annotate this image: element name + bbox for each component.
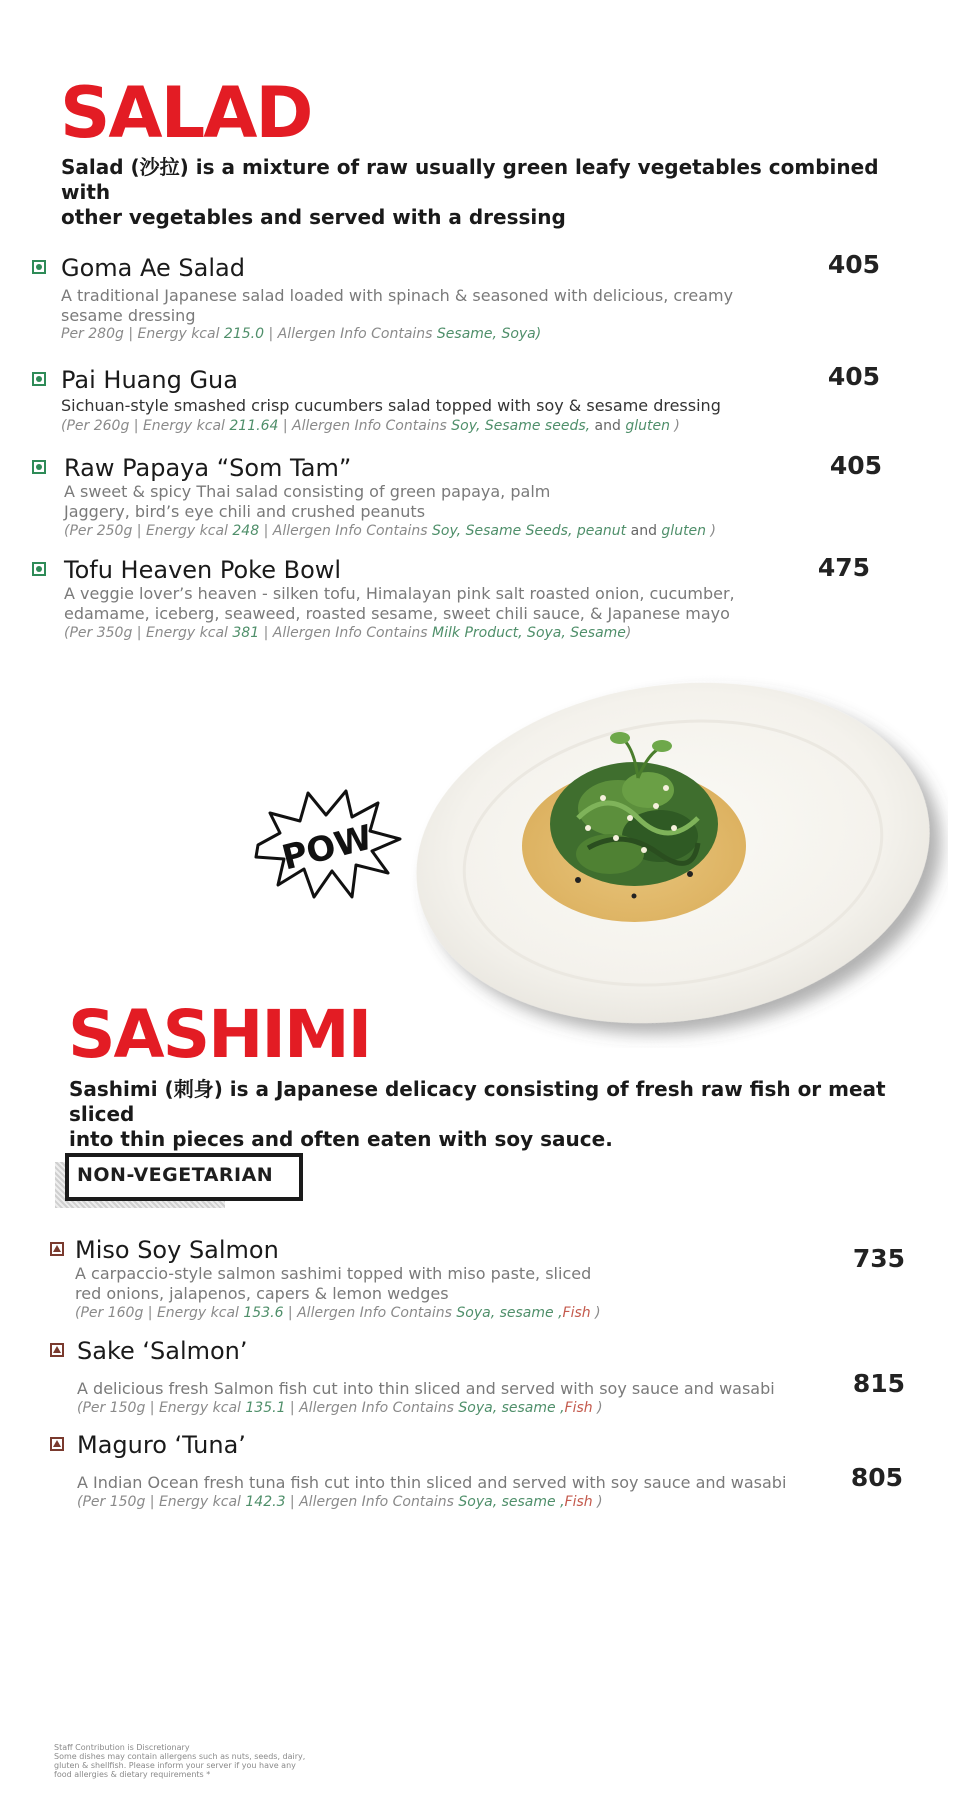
item-nutrition-info: (Per 160g | Energy kcal 153.6 | Allergen Info Contains Soya, sesame ,Fish ) bbox=[75, 1305, 601, 1321]
item-nutrition-info: (Per 150g | Energy kcal 135.1 | Allergen Info Contains Soya, sesame ,Fish ) bbox=[77, 1400, 603, 1416]
non-veg-indicator-icon bbox=[50, 1437, 64, 1451]
item-description-line: A veggie lover’s heaven - silken tofu, Himalayan pink salt roasted onion, cucumber, bbox=[64, 584, 735, 603]
footer-line: Staff Contribution is Discretionary bbox=[54, 1743, 190, 1752]
item-name: Raw Papaya “Som Tam” bbox=[64, 454, 352, 482]
item-description bbox=[61, 286, 801, 326]
veg-indicator-icon bbox=[32, 562, 46, 576]
item-name: Maguro ‘Tuna’ bbox=[77, 1431, 246, 1459]
veg-indicator-icon bbox=[32, 372, 46, 386]
item-price: 735 bbox=[852, 1244, 905, 1273]
footer-note bbox=[54, 1743, 384, 1779]
sashimi-intro bbox=[69, 1077, 949, 1152]
item-nutrition-info: (Per 150g | Energy kcal 142.3 | Allergen Info Contains Soya, sesame ,Fish ) bbox=[77, 1494, 603, 1510]
salad-intro-line: other vegetables and served with a dressing bbox=[61, 205, 566, 229]
item-description-line: A sweet & spicy Thai salad consisting of green papaya, palm bbox=[64, 482, 551, 501]
item-description: Sichuan-style smashed crisp cucumbers salad topped with soy & sesame dressing bbox=[61, 396, 721, 415]
salad-intro bbox=[61, 155, 921, 230]
non-veg-indicator-icon bbox=[50, 1343, 64, 1357]
sashimi-heading: SASHIMI bbox=[68, 996, 371, 1073]
item-description-line: A carpaccio-style salmon sashimi topped with miso paste, sliced bbox=[75, 1264, 592, 1283]
item-nutrition-info: (Per 350g | Energy kcal 381 | Allergen Info Contains Milk Product, Soya, Sesame) bbox=[64, 625, 632, 641]
item-description: A delicious fresh Salmon fish cut into thin sliced and served with soy sauce and wasabi bbox=[77, 1379, 775, 1398]
item-price: 475 bbox=[817, 553, 870, 582]
item-description bbox=[75, 1264, 815, 1304]
item-description-line: edamame, iceberg, seaweed, roasted sesame, sweet chili sauce, & Japanese mayo bbox=[64, 604, 730, 623]
item-price: 405 bbox=[827, 362, 880, 391]
item-description-line: red onions, jalapenos, capers & lemon wedges bbox=[75, 1284, 449, 1303]
item-description bbox=[64, 482, 804, 522]
veg-indicator-icon bbox=[32, 260, 46, 274]
item-description: A Indian Ocean fresh tuna fish cut into thin sliced and served with soy sauce and wasabi bbox=[77, 1473, 787, 1492]
item-description-line: Jaggery, bird’s eye chili and crushed peanuts bbox=[64, 502, 426, 521]
item-name: Sake ‘Salmon’ bbox=[77, 1337, 248, 1365]
salad-plate-image bbox=[398, 668, 948, 1048]
item-name: Goma Ae Salad bbox=[61, 254, 245, 282]
sashimi-intro-line: into thin pieces and often eaten with soy sauce. bbox=[69, 1127, 613, 1151]
item-name: Pai Huang Gua bbox=[61, 366, 238, 394]
item-price: 405 bbox=[827, 250, 880, 279]
sashimi-intro-line: Sashimi (刺身) is a Japanese delicacy consisting of fresh raw fish or meat sliced bbox=[69, 1077, 886, 1126]
item-nutrition-info: Per 280g | Energy kcal 215.0 | Allergen Info Contains Sesame, Soya) bbox=[61, 326, 542, 342]
item-nutrition-info: (Per 250g | Energy kcal 248 | Allergen Info Contains Soy, Sesame Seeds, peanut and gluten ) bbox=[64, 523, 716, 539]
item-price: 805 bbox=[850, 1463, 903, 1492]
non-vegetarian-badge: NON-VEGETARIAN bbox=[65, 1153, 303, 1201]
pow-text: POW bbox=[278, 817, 377, 879]
footer-line: food allergies & dietary requirements * bbox=[54, 1770, 211, 1779]
item-name: Miso Soy Salmon bbox=[75, 1236, 279, 1264]
salad-heading: SALAD bbox=[60, 72, 312, 154]
veg-indicator-icon bbox=[32, 460, 46, 474]
item-name: Tofu Heaven Poke Bowl bbox=[64, 556, 342, 584]
item-description-line: A traditional Japanese salad loaded with spinach & seasoned with delicious, creamy bbox=[61, 286, 734, 305]
item-nutrition-info: (Per 260g | Energy kcal 211.64 | Allergen Info Contains Soy, Sesame seeds, and gluten ) bbox=[61, 418, 680, 434]
footer-line: gluten & shellfish. Please inform your server if you have any bbox=[54, 1761, 296, 1770]
item-description-line: sesame dressing bbox=[61, 306, 196, 325]
pow-burst-icon bbox=[248, 785, 408, 905]
non-veg-indicator-icon bbox=[50, 1242, 64, 1256]
footer-line: Some dishes may contain allergens such as nuts, seeds, dairy, bbox=[54, 1752, 306, 1761]
item-price: 405 bbox=[829, 451, 882, 480]
item-description bbox=[64, 584, 804, 624]
salad-intro-line: Salad (沙拉) is a mixture of raw usually green leafy vegetables combined with bbox=[61, 155, 879, 204]
item-price: 815 bbox=[852, 1369, 905, 1398]
